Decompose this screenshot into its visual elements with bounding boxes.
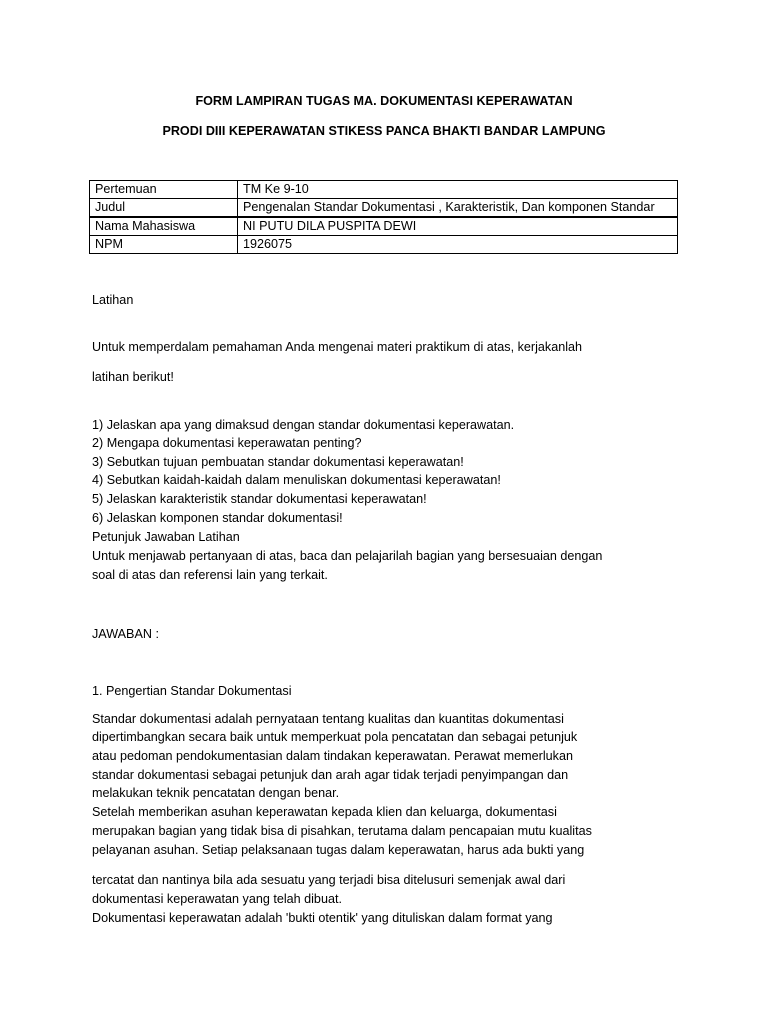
row-value: NI PUTU DILA PUSPITA DEWI xyxy=(238,217,678,236)
section-title: 1. Pengertian Standar Dokumentasi xyxy=(92,684,292,698)
question-item: 5) Jelaskan karakteristik standar dokumentasi keperawatan! xyxy=(92,492,427,506)
info-table xyxy=(89,180,678,254)
petunjuk-text: soal di atas dan referensi lain yang terkait. xyxy=(92,568,328,582)
form-title: FORM LAMPIRAN TUGAS MA. DOKUMENTASI KEPERAWATAN xyxy=(195,94,573,108)
row-label: Nama Mahasiswa xyxy=(90,217,238,236)
row-value: TM Ke 9-10 xyxy=(238,181,678,199)
paragraph-line: atau pedoman pendokumentasian dalam tindakan keperawatan. Perawat memerlukan xyxy=(92,749,573,763)
question-item: 3) Sebutkan tujuan pembuatan standar dokumentasi keperawatan! xyxy=(92,455,464,469)
paragraph-line: dipertimbangkan secara baik untuk memperkuat pola pencatatan dan sebagai petunjuk xyxy=(92,730,578,744)
row-label: Pertemuan xyxy=(90,181,238,199)
form-subtitle: PRODI DIII KEPERAWATAN STIKESS PANCA BHAKTI BANDAR LAMPUNG xyxy=(162,124,606,138)
table-row xyxy=(90,181,678,199)
paragraph-line: tercatat dan nantinya bila ada sesuatu yang terjadi bisa ditelusuri semenjak awal dari xyxy=(92,873,566,887)
intro-text: latihan berikut! xyxy=(92,370,174,384)
petunjuk-heading: Petunjuk Jawaban Latihan xyxy=(92,530,240,544)
question-item: 4) Sebutkan kaidah-kaidah dalam menuliskan dokumentasi keperawatan! xyxy=(92,473,501,487)
paragraph-line: melakukan teknik pencatatan dengan benar. xyxy=(92,786,340,800)
table-row xyxy=(90,199,678,218)
intro-text: Untuk memperdalam pemahaman Anda mengenai materi praktikum di atas, kerjakanlah xyxy=(92,340,583,354)
question-item: 6) Jelaskan komponen standar dokumentasi! xyxy=(92,511,343,525)
row-label: NPM xyxy=(90,236,238,254)
row-label: Judul xyxy=(90,199,238,218)
question-item: 1) Jelaskan apa yang dimaksud dengan standar dokumentasi keperawatan. xyxy=(92,418,515,432)
latihan-heading: Latihan xyxy=(92,293,134,307)
paragraph-line: merupakan bagian yang tidak bisa di pisahkan, terutama dalam pencapaian mutu kualitas xyxy=(92,824,592,838)
paragraph-line: pelayanan asuhan. Setiap pelaksanaan tugas dalam keperawatan, harus ada bukti yang xyxy=(92,843,585,857)
table-row xyxy=(90,217,678,236)
row-value: Pengenalan Standar Dokumentasi , Karakteristik, Dan komponen Standar xyxy=(238,199,678,218)
paragraph-line: dokumentasi keperawatan yang telah dibuat. xyxy=(92,892,342,906)
paragraph-line: Setelah memberikan asuhan keperawatan kepada klien dan keluarga, dokumentasi xyxy=(92,805,557,819)
paragraph-line: standar dokumentasi sebagai petunjuk dan arah agar tidak terjadi penyimpangan dan xyxy=(92,768,569,782)
jawaban-heading: JAWABAN : xyxy=(92,627,159,641)
paragraph-line: Dokumentasi keperawatan adalah 'bukti otentik' yang dituliskan dalam format yang xyxy=(92,911,553,925)
paragraph-line: Standar dokumentasi adalah pernyataan tentang kualitas dan kuantitas dokumentasi xyxy=(92,712,564,726)
question-item: 2) Mengapa dokumentasi keperawatan penting? xyxy=(92,436,362,450)
table-row xyxy=(90,236,678,254)
row-value: 1926075 xyxy=(238,236,678,254)
petunjuk-text: Untuk menjawab pertanyaan di atas, baca dan pelajarilah bagian yang bersesuaian dengan xyxy=(92,549,603,563)
